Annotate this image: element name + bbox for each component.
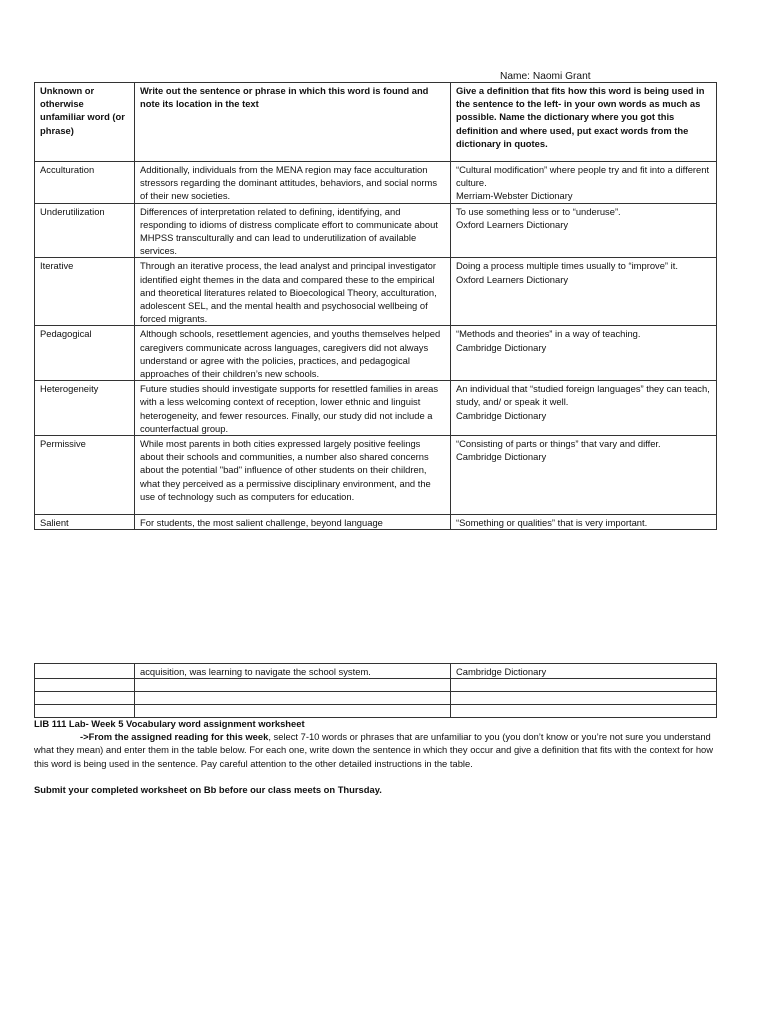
- definition-cell: [451, 203, 717, 258]
- definition-text: “Cultural modification” where people try and fit into a different culture.: [456, 164, 710, 189]
- definition-cell: [451, 162, 717, 204]
- definition-cell: [451, 381, 717, 436]
- definition-cell: [451, 515, 717, 530]
- instructions-lead: ->From the assigned reading for this week: [80, 731, 269, 743]
- table-row: [35, 679, 717, 692]
- table-row: [35, 203, 717, 258]
- table-row: [35, 162, 717, 204]
- sentence-cell: Differences of interpretation related to defining, identifying, and responding to idioms of distress complicate effort to communicate about MHPSS transculturally and can lead to underutilization of available services.: [135, 203, 451, 258]
- sentence-cell: Additionally, individuals from the MENA region may face acculturation stressors regarding the dominant attitudes, behaviors, and social norms of their new societies.: [135, 162, 451, 204]
- definition-cell: [451, 326, 717, 381]
- dictionary-source: Oxford Learners Dictionary: [456, 218, 569, 230]
- vocabulary-table-continued: [34, 663, 717, 718]
- instructions-paragraph: [34, 730, 724, 770]
- sentence-cell: [135, 705, 451, 718]
- definition-text: Doing a process multiple times usually to “improve” it.: [456, 260, 678, 272]
- sentence-cell: [135, 692, 451, 705]
- table-row: [35, 258, 717, 326]
- definition-text: To use something less or to “underuse”.: [456, 205, 621, 217]
- definition-text: “Consisting of parts or things” that vary and differ.: [456, 438, 661, 450]
- word-cell: [35, 664, 135, 679]
- definition-text: An individual that “studied foreign languages” they can teach, study, and/ or speak it well.: [456, 383, 710, 408]
- definition-cell: [451, 679, 717, 692]
- header-word: Unknown or otherwise unfamiliar word (or phrase): [35, 83, 135, 162]
- definition-text: “Something or qualities” that is very important.: [456, 517, 648, 529]
- definition-text: “Methods and theories” in a way of teaching.: [456, 328, 641, 340]
- worksheet-title: LIB 111 Lab- Week 5 Vocabulary word assignment worksheet: [34, 718, 305, 729]
- word-cell: Acculturation: [35, 162, 135, 204]
- word-cell: Iterative: [35, 258, 135, 326]
- definition-cell: [451, 436, 717, 515]
- dictionary-source: Cambridge Dictionary: [456, 409, 547, 421]
- dictionary-source: Oxford Learners Dictionary: [456, 273, 569, 285]
- table-header-row: [35, 83, 717, 162]
- vocabulary-table: [34, 82, 717, 530]
- sentence-cell: Although schools, resettlement agencies, and youths themselves helped caregivers communicate across languages, caregivers did not always understand or agree with the policies, practices, and pedagogical approaches of their children’s new schools.: [135, 326, 451, 381]
- word-cell: [35, 692, 135, 705]
- dictionary-source: Merriam-Webster Dictionary: [456, 190, 573, 202]
- definition-cell: Cambridge Dictionary: [451, 664, 717, 679]
- word-cell: Underutilization: [35, 203, 135, 258]
- sentence-cell: acquisition, was learning to navigate the school system.: [135, 664, 451, 679]
- instructions-body: , select 7-10 words or phrases that are unfamiliar to you (you don’t know or you’re not sure you understand what they mean) and enter them in the table below. For each one, write down the sentence in which they occur and give a definition that fits with the context for how this word is being used in the sentence. Pay careful attention to the other detailed instructions in the table.: [34, 731, 714, 769]
- table-row: [35, 515, 717, 530]
- table-row: [35, 664, 717, 679]
- sentence-cell: While most parents in both cities expressed largely positive feelings about their schools and communities, a number also shared concerns about the potential "bad" influence of other students on their children, what they perceived as a permissive disciplinary environment, and the use of technology such as computers for education.: [135, 436, 451, 515]
- header-sentence: Write out the sentence or phrase in which this word is found and note its location in the text: [135, 83, 451, 162]
- definition-cell: [451, 692, 717, 705]
- word-cell: Heterogeneity: [35, 381, 135, 436]
- table-row: [35, 692, 717, 705]
- submit-note: Submit your completed worksheet on Bb before our class meets on Thursday.: [34, 783, 382, 795]
- student-name: Name: Naomi Grant: [500, 71, 591, 82]
- word-cell: Salient: [35, 515, 135, 530]
- table-row: [35, 705, 717, 718]
- assignment-instructions: [34, 717, 724, 796]
- definition-cell: [451, 705, 717, 718]
- definition-cell: [451, 258, 717, 326]
- word-cell: Permissive: [35, 436, 135, 515]
- header-definition: Give a definition that fits how this word is being used in the sentence to the left- in your own words as much as possible. Name the dictionary where you got this definition and where used, put exact words from the dictionary in quotes.: [451, 83, 717, 162]
- table-row: [35, 326, 717, 381]
- word-cell: [35, 705, 135, 718]
- table-row: [35, 381, 717, 436]
- sentence-cell: [135, 679, 451, 692]
- dictionary-source: Cambridge Dictionary: [456, 341, 547, 353]
- word-cell: Pedagogical: [35, 326, 135, 381]
- table-row: [35, 436, 717, 515]
- word-cell: [35, 679, 135, 692]
- sentence-cell: Future studies should investigate supports for resettled families in areas with a less welcoming context of reception, lower ethnic and linguist heterogeneity, and fewer resources. Finally, our study did not include a counterfactual group.: [135, 381, 451, 436]
- dictionary-source: Cambridge Dictionary: [456, 451, 547, 463]
- sentence-cell: For students, the most salient challenge, beyond language: [135, 515, 451, 530]
- sentence-cell: Through an iterative process, the lead analyst and principal investigator identified eight themes in the data and compared these to the empirical and theoretical literatures related to Bioecological Theory, acculturation, adolescent SEL, and the mental health and psychosocial wellbeing of forced migrants.: [135, 258, 451, 326]
